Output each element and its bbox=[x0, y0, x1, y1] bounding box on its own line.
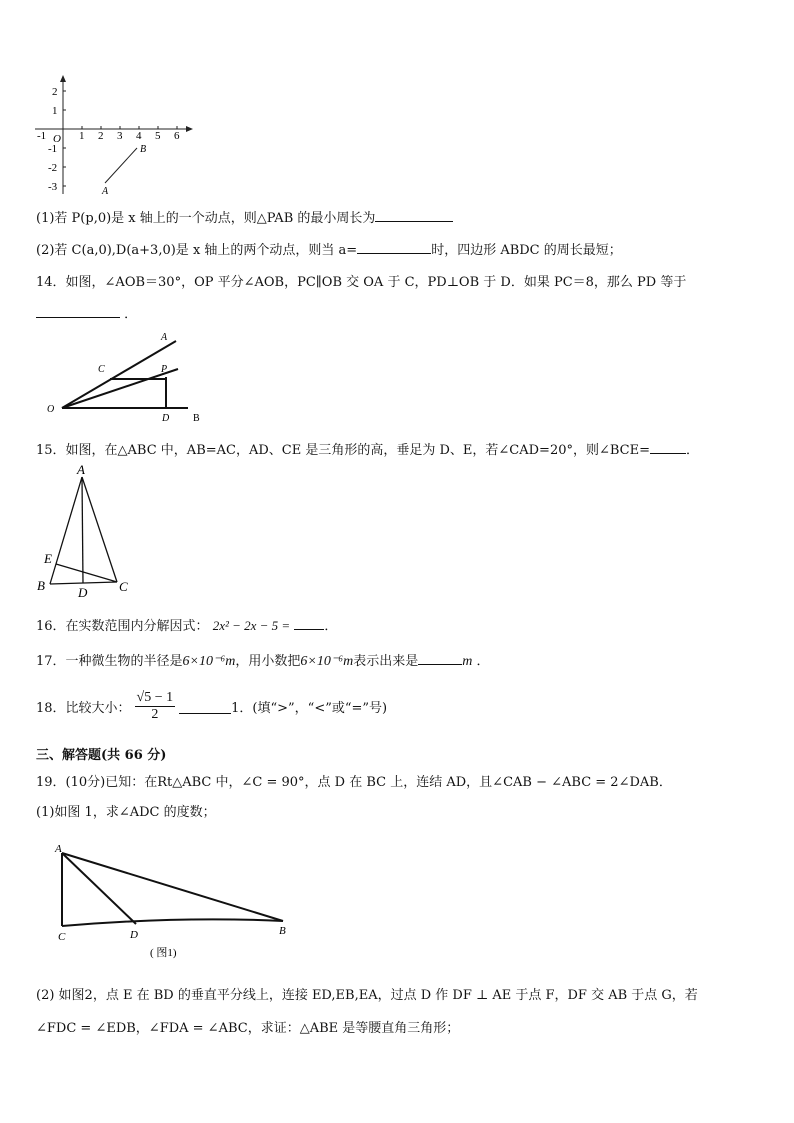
figure-caption: ( 图1) bbox=[150, 947, 177, 959]
coordinate-axes-figure bbox=[30, 72, 200, 197]
answer-blank[interactable] bbox=[294, 615, 324, 630]
q14-end: ． bbox=[124, 307, 138, 322]
q16-end: ． bbox=[324, 619, 338, 634]
answer-blank[interactable] bbox=[36, 303, 120, 318]
label-o: O bbox=[47, 404, 55, 415]
q14-text: 14．如图，∠AOB＝30°，OP 平分∠AOB，PC∥OB 交 OA 于 C，PD⊥OB 于 D．如果 PC＝8，那么 PD 等于 bbox=[36, 275, 687, 290]
label-c: C bbox=[119, 579, 128, 594]
fraction-numerator: √5 − 1 bbox=[136, 690, 174, 705]
q16-expression: 2x² − 2x − 5 = bbox=[212, 618, 291, 633]
answer-blank[interactable] bbox=[375, 207, 453, 222]
label-c: C bbox=[58, 931, 66, 943]
q17-number-1: 6×10⁻⁶m bbox=[182, 654, 236, 669]
q13-part1 bbox=[36, 207, 453, 226]
label-b: B bbox=[37, 578, 45, 593]
answer-blank[interactable] bbox=[179, 699, 231, 714]
q18-fraction bbox=[135, 690, 176, 723]
q15-triangle-figure bbox=[32, 462, 142, 600]
x-tick: 1 bbox=[79, 130, 85, 142]
q15-end: ． bbox=[686, 443, 700, 458]
x-tick: -1 bbox=[37, 130, 47, 142]
label-d: D bbox=[130, 929, 138, 941]
y-tick: 2 bbox=[52, 86, 58, 98]
q17-text-c: 表示出来是 bbox=[353, 654, 419, 669]
q19-stem: 19．(10分)已知：在Rt△ABC 中，∠C = 90°，点 D 在 BC 上，连结 AD，且∠CAB − ∠ABC = 2∠DAB． bbox=[36, 775, 672, 790]
label-a: A bbox=[77, 462, 85, 477]
point-a-label: A bbox=[102, 186, 109, 197]
q19-part2-line1: (2) 如图2，点 E 在 BD 的垂直平分线上，连接 ED,EB,EA，过点 D 作 DF ⊥ AE 于点 F，DF 交 AB 于点 G，若 bbox=[36, 988, 698, 1003]
x-tick: 6 bbox=[174, 130, 180, 142]
q17-unit: m bbox=[462, 654, 473, 669]
q19-part1: (1)如图 1，求∠ADC 的度数； bbox=[36, 805, 216, 820]
q15-line bbox=[36, 439, 699, 458]
answer-blank[interactable] bbox=[418, 650, 462, 665]
y-tick: -1 bbox=[48, 143, 58, 155]
label-b: B bbox=[279, 925, 286, 937]
q17-text-a: 17．一种微生物的半径是 bbox=[36, 654, 183, 669]
y-tick: -2 bbox=[48, 162, 58, 174]
q13-part1-text: (1)若 P(p,0)是 x 轴上的一个动点，则△PAB 的最小周长为 bbox=[36, 211, 376, 226]
q13-part2-text-a: (2)若 C(a,0),D(a+3,0)是 x 轴上的两个动点，则当 a= bbox=[36, 243, 358, 258]
segment-ab bbox=[105, 148, 137, 183]
q18-text-a: 18．比较大小： bbox=[36, 701, 131, 716]
q17-text-b: ，用小数把 bbox=[235, 654, 301, 669]
fraction-denominator: 2 bbox=[151, 707, 159, 722]
q17-end: ． bbox=[476, 654, 490, 669]
label-e: E bbox=[44, 551, 52, 566]
q19-figure-1 bbox=[50, 838, 300, 963]
q15-text: 15．如图，在△ABC 中，AB=AC，AD、CE 是三角形的高，垂足为 D、E，若∠CAD=20°，则∠BCE= bbox=[36, 443, 650, 458]
x-tick: O bbox=[53, 133, 61, 145]
x-tick: 2 bbox=[98, 130, 104, 142]
q18-text-b: 1．(填“>”，“<”或“=”号) bbox=[231, 701, 388, 716]
q17-number-2: 6×10⁻⁶m bbox=[300, 654, 354, 669]
x-tick: 4 bbox=[136, 130, 142, 142]
q16-text: 16．在实数范围内分解因式： bbox=[36, 619, 209, 634]
q17-line bbox=[36, 650, 490, 670]
q14-answer-line bbox=[36, 303, 137, 322]
x-tick: 3 bbox=[117, 130, 123, 142]
label-a: A bbox=[55, 843, 62, 855]
x-tick: 5 bbox=[155, 130, 161, 142]
answer-blank[interactable] bbox=[650, 439, 686, 454]
label-p: P bbox=[161, 364, 168, 375]
y-tick: 1 bbox=[52, 105, 58, 117]
q13-part2-text-b: 时，四边形 ABDC 的周长最短； bbox=[431, 243, 622, 258]
label-d: D bbox=[162, 413, 170, 423]
y-tick: -3 bbox=[48, 181, 58, 193]
label-d: D bbox=[78, 585, 88, 600]
point-b-label: B bbox=[140, 144, 147, 155]
q14-angle-figure bbox=[40, 328, 215, 423]
label-a: A bbox=[161, 332, 168, 343]
q18-line bbox=[36, 690, 387, 723]
answer-blank[interactable] bbox=[357, 239, 431, 254]
label-b: B bbox=[193, 413, 200, 423]
label-c: C bbox=[98, 364, 105, 375]
q13-part2 bbox=[36, 239, 622, 258]
q16-line bbox=[36, 615, 337, 634]
q19-part2-line2: ∠FDC = ∠EDB，∠FDA = ∠ABC，求证：△ABE 是等腰直角三角形； bbox=[36, 1021, 460, 1036]
section-heading: 三、解答题(共 66 分) bbox=[36, 748, 167, 763]
